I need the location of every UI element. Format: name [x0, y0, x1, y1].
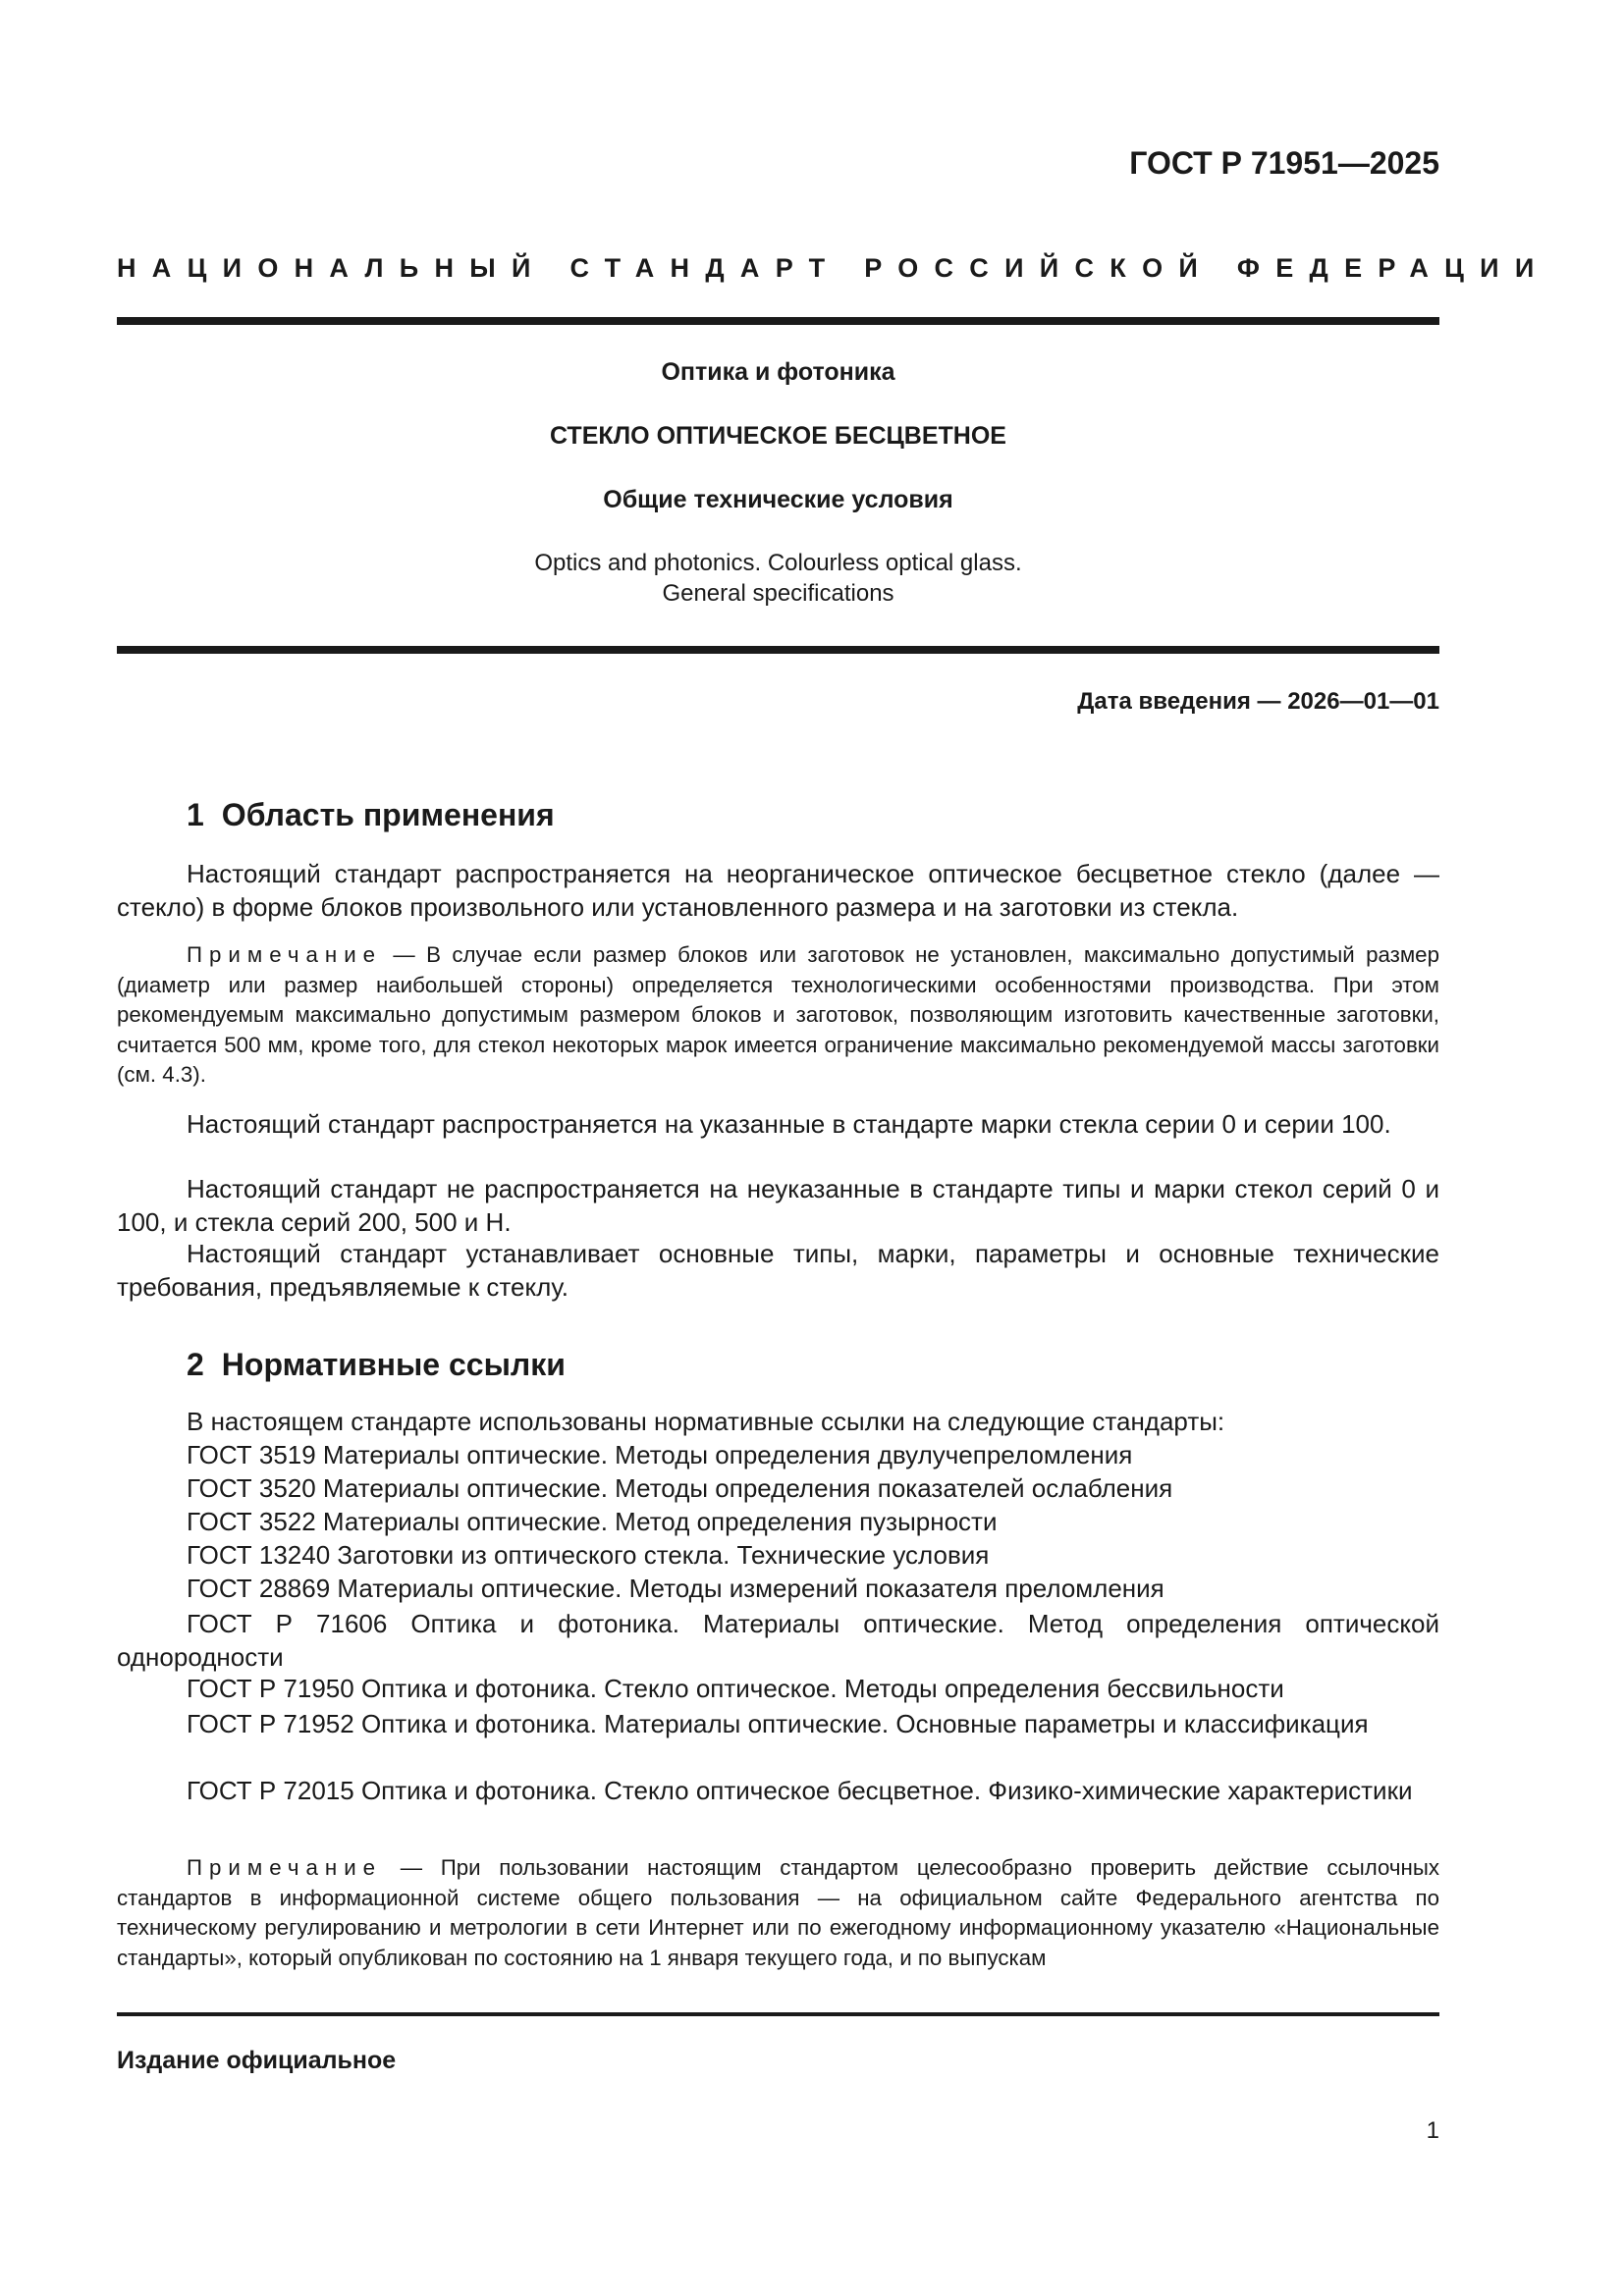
section-2-number: 2: [187, 1347, 204, 1382]
field-title: Оптика и фотоника: [661, 358, 895, 386]
top-rule: [117, 317, 1439, 325]
reference-item: ГОСТ Р 72015 Оптика и фотоника. Стекло оптическое бесцветное. Физико-химические характеристики: [187, 1776, 1413, 1805]
reference-item: ГОСТ Р 71952 Оптика и фотоника. Материалы оптические. Основные параметры и классификация: [187, 1709, 1369, 1738]
reference-item: ГОСТ Р 71606 Оптика и фотоника. Материалы оптические. Метод определения оптической однородности: [117, 1609, 1439, 1672]
section-1-title: Область применения: [221, 797, 555, 832]
document-code: ГОСТ Р 71951—2025: [1129, 145, 1439, 181]
section-1-paragraph-1: Настоящий стандарт распространяется на неорганическое оптическое бесцветное стекло (далее — стекло) в форме блоков произвольного или установленного размера и на заготовки из стекла.: [117, 859, 1439, 922]
document-title: СТЕКЛО ОПТИЧЕСКОЕ БЕСЦВЕТНОЕ: [550, 422, 1006, 450]
page-number: 1: [1426, 2117, 1439, 2144]
reference-item: ГОСТ 28869 Материалы оптические. Методы измерений показателя преломления: [187, 1574, 1164, 1603]
section-2-title: Нормативные ссылки: [221, 1347, 566, 1382]
intro-date: Дата введения — 2026—01—01: [1077, 688, 1439, 715]
title-bottom-rule: [117, 646, 1439, 654]
edition-label: Издание официальное: [117, 2047, 397, 2074]
section-1-note: Примечание — В случае если размер блоков или заготовок не установлен, максимально допустимый размер (диаметр или размер наибольшей стороны) определяется технологическими особенностями производства. При этом рекомендуемым максимально допустимым размером блоков и заготовок, позволяющим изготовить качественные заготовки, считается 500 мм, кроме того, для стекол некоторых марок имеется ограничение максимально рекомендуемой массы заготовки (см. 4.3).: [117, 942, 1439, 1087]
reference-item: ГОСТ Р 71950 Оптика и фотоника. Стекло оптическое. Методы определения бессвильности: [187, 1674, 1284, 1703]
note-label: Примечание: [187, 942, 383, 967]
section-2-note: Примечание — При пользовании настоящим стандартом целесообразно проверить действие ссылочных стандартов в информационной системе общего пользования — на официальном сайте Федерального агентства по техническому регулированию и метрологии в сети Интернет или по ежегодному информационному указателю «Национальные стандарты», который опубликован по состоянию на 1 января текущего года, и по выпускам: [117, 1855, 1439, 1970]
national-standard-banner: НАЦИОНАЛЬНЫЙ СТАНДАРТ РОССИЙСКОЙ ФЕДЕРАЦИИ: [117, 253, 1550, 283]
note-label: Примечание: [187, 1855, 383, 1880]
reference-item: ГОСТ 3522 Материалы оптические. Метод определения пузырности: [187, 1507, 998, 1536]
reference-item: ГОСТ 3520 Материалы оптические. Методы определения показателей ослабления: [187, 1473, 1173, 1503]
section-1-paragraph-2: Настоящий стандарт распространяется на указанные в стандарте марки стекла серии 0 и серии 100.: [187, 1109, 1391, 1139]
document-subtitle: Общие технические условия: [603, 486, 953, 513]
reference-item: ГОСТ 13240 Заготовки из оптического стекла. Технические условия: [187, 1540, 990, 1570]
section-1-paragraph-3: Настоящий стандарт не распространяется на неуказанные в стандарте типы и марки стекол серий 0 и 100, и стекла серий 200, 500 и Н.: [117, 1174, 1439, 1237]
section-2-lead: В настоящем стандарте использованы нормативные ссылки на следующие стандарты:: [187, 1407, 1225, 1436]
english-title-line-1: Optics and photonics. Colourless optical glass.: [534, 550, 1022, 576]
section-1-paragraph-4: Настоящий стандарт устанавливает основные типы, марки, параметры и основные технические требования, предъявляемые к стеклу.: [117, 1239, 1439, 1302]
footer-rule: [117, 2012, 1439, 2016]
section-1-number: 1: [187, 797, 204, 832]
section-1-heading: [187, 797, 555, 833]
section-2-heading: [187, 1347, 566, 1383]
reference-item: ГОСТ 3519 Материалы оптические. Методы определения двулучепреломления: [187, 1440, 1133, 1469]
english-title-line-2: General specifications: [662, 580, 894, 607]
